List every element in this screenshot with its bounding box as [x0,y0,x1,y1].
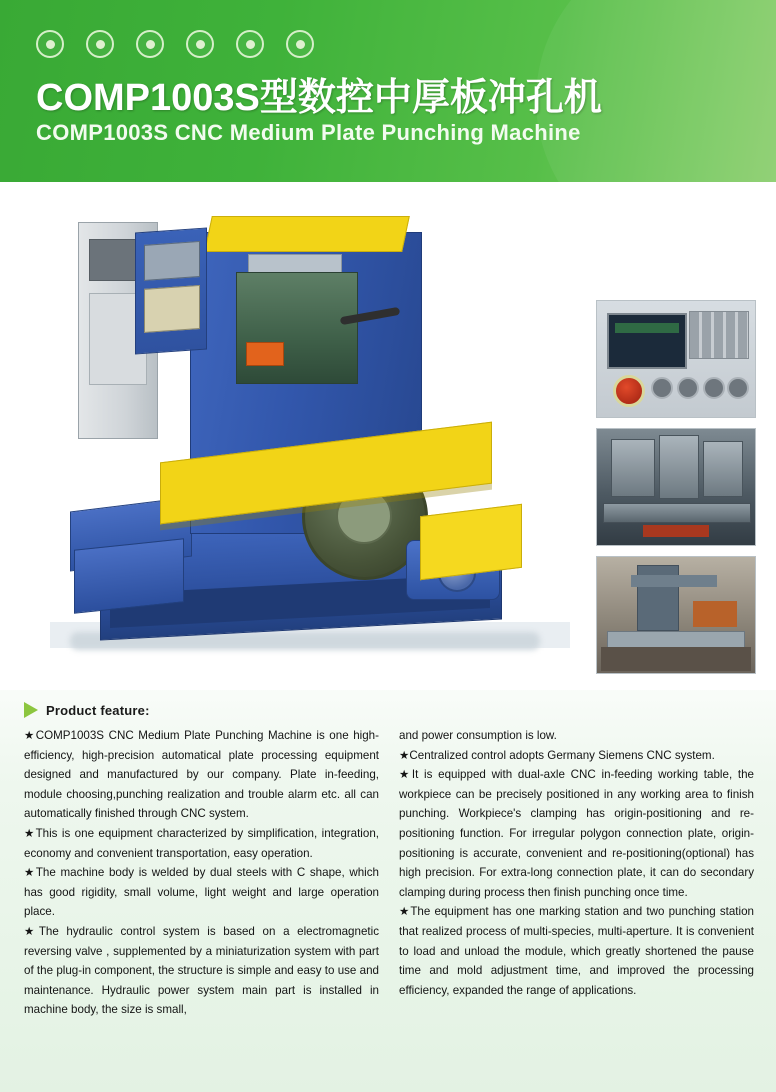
decor-circle-icon [286,30,314,58]
feature-column-left [24,726,379,1020]
punching-head-closeup-photo [596,428,756,546]
feature-paragraph: ★It is equipped with dual-axle CNC in-feeding working table, the workpiece can be precisely positioned in any working area to finish punching. Workpiece's clamping has origin-positioning and re-positioning function. For irregular polygon connection plate, origin-positioning is accurate, convenient and re-positioning(optional) has high precision. For extra-long connection plate, it can do secondary clamping during process then finish punching once time. [399,768,754,899]
punch-die-block [703,441,743,497]
feature-paragraph: ★The machine body is welded by dual steels with C shape, which has good rigidity, small volume, light weight and large operation place. [24,866,379,919]
panel-screen [607,313,687,369]
panel-knob [703,377,725,399]
product-photo-area [0,182,776,690]
page-title-english: COMP1003S CNC Medium Plate Punching Machine [36,120,581,145]
workshop-orange-part [693,601,737,627]
feature-column-right [399,726,754,1020]
page-title-chinese: COMP1003S型数控中厚板冲孔机 [36,77,602,119]
feature-paragraph: and power consumption is low. [399,729,557,742]
decor-circle-icon [186,30,214,58]
decor-circle-icon [86,30,114,58]
machine-punching-head [236,272,358,384]
decorative-dot-row [36,30,314,58]
machine-head-orange-part [246,342,284,366]
console-keypad [144,285,200,333]
punch-base-bar [603,503,751,523]
arrow-right-icon [24,702,38,718]
decor-circle-icon [236,30,264,58]
panel-keypad [689,311,749,359]
feature-columns [24,726,754,1020]
main-machine-photo [40,192,580,672]
panel-knob [651,377,673,399]
punch-die-block [611,439,655,497]
panel-knob [677,377,699,399]
console-screen [144,241,200,281]
decor-circle-icon [136,30,164,58]
feature-heading [24,702,150,718]
feature-title-text: Product feature: [46,702,150,718]
product-feature-section [0,690,776,1092]
decor-circle-icon [36,30,64,58]
punch-red-part [643,525,709,537]
workshop-machine-arm [631,575,717,587]
feature-paragraph: ★COMP1003S CNC Medium Plate Punching Machine is one high-efficiency, high-precision automatical plate processing equipment designed and manufactured by our company. Plate in-feeding, module choosing,punching realization and trouble alarm etc. all can automatically finished through CNC system. [24,729,379,821]
machine-left-housing [74,538,184,614]
cnc-control-panel-photo [596,300,756,418]
feature-paragraph: ★Centralized control adopts Germany Siemens CNC system. [399,748,715,762]
side-photo-column [596,300,754,684]
panel-knob [727,377,749,399]
machine-cnc-console [135,227,207,354]
page-header [0,0,776,182]
machine-worktable-extension [420,504,522,581]
machine-top-yellow-panel [204,216,410,252]
feature-paragraph: ★The hydraulic control system is based on a electromagnetic reversing valve , supplemented by a miniaturization system with part of the plug-in component, the structure is simple and easy to use and maintenance. Hydraulic power system main part is installed in machine body, the size is small, [24,924,379,1017]
feature-paragraph: ★The equipment has one marking station and two punching station that realized process of multi-species, multi-aperture. It is convenient to load and unload the module, which greatly shortened the pause time and mold adjustment time, and improved the processing efficiency, expanded the range of applications. [399,905,754,997]
feature-paragraph: ★This is one equipment characterized by simplification, integration, economy and convenient transportation, easy operation. [24,826,379,860]
machine-in-workshop-photo [596,556,756,674]
emergency-stop-icon [613,375,645,407]
workshop-floor [601,647,751,671]
punch-die-block [659,435,699,499]
